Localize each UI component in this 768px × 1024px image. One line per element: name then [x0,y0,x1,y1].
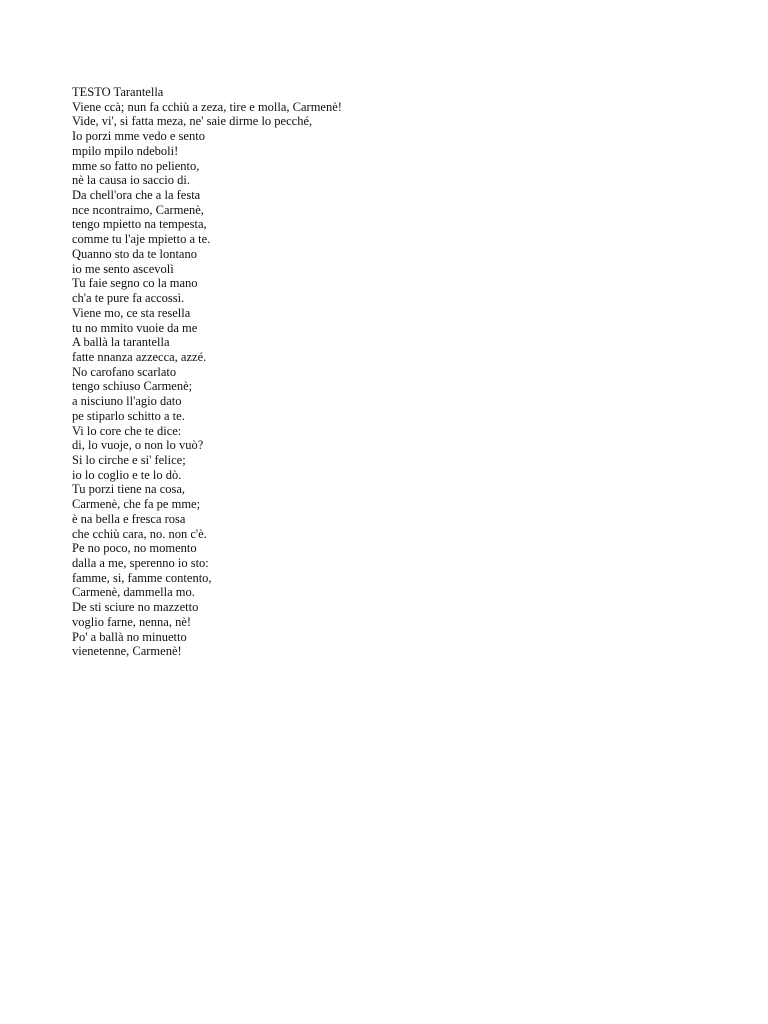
poem-line: Pe no poco, no momento [72,541,197,556]
poem-line: tengo mpietto na tempesta, [72,217,207,232]
poem-line: voglio farne, nenna, nè! [72,614,192,629]
poem-line: Carmenè, dammella mo. [72,585,195,600]
poem-line: pe stiparlo schitto a te. [72,408,185,423]
poem-line: è na bella e fresca rosa [72,511,186,526]
poem-line: ch'a te pure fa accossì. [72,291,185,306]
poem-line: nce ncontraimo, Carmenè, [72,202,204,217]
poem-line: di, lo vuoje, o non lo vuò? [72,438,204,453]
poem-line: dalla a me, sperenno io sto: [72,556,209,570]
poem-line: fatte nnanza azzecca, azzé. [72,349,207,364]
poem-line: Quanno sto da te lontano [72,246,197,261]
poem-line: famme, si, famme contento, [72,570,212,585]
poem-line: Si lo cirche e si' felice; [72,452,186,467]
document-title: TESTO Tarantella [72,85,164,99]
poem-line: Tu faie segno co la mano [72,276,198,291]
poem-line: comme tu l'aje mpietto a te. [72,232,211,247]
poem-line: Viene ccà; nun fa cchiù a zeza, tire e molla, Carmenè! [72,99,342,114]
poem-line: tu no mmito vuoie da me [72,320,198,335]
poem-line: io me sento ascevolì [72,261,174,276]
poem-line: mme so fatto no peliento, [72,158,200,173]
poem-text [72,85,692,659]
poem-line: vienetenne, Carmenè! [72,644,182,659]
poem-line: Po' a ballà no minuetto [72,629,187,644]
poem-line: De sti sciure no mazzetto [72,600,199,615]
poem-line: tengo schiuso Carmenè; [72,379,193,394]
poem-line: che cchiù cara, no. non c'è. [72,526,207,541]
poem-line: Viene mo, ce sta resella [72,305,191,320]
poem-line: Vi lo core che te dice: [72,423,182,438]
poem-line: Tu porzi tiene na cosa, [72,482,186,497]
poem-line: Da chell'ora che a la festa [72,188,201,203]
poem-line: A ballà la tarantella [72,335,170,350]
poem-line: a nisciuno ll'agio dato [72,394,182,409]
poem-line: Io porzi mme vedo e sento [72,129,205,144]
poem-line: Carmenè, che fa pe mme; [72,497,201,512]
poem-line: io lo coglio e te lo dò. [72,467,182,482]
poem-line: mpilo mpilo ndeboli! [72,143,179,158]
poem-line: No carofano scarlato [72,364,177,379]
poem-line: nè la causa io saccio di. [72,173,191,188]
poem-line: Vide, vi', si fatta meza, ne' saie dirme lo pecché, [72,114,313,129]
